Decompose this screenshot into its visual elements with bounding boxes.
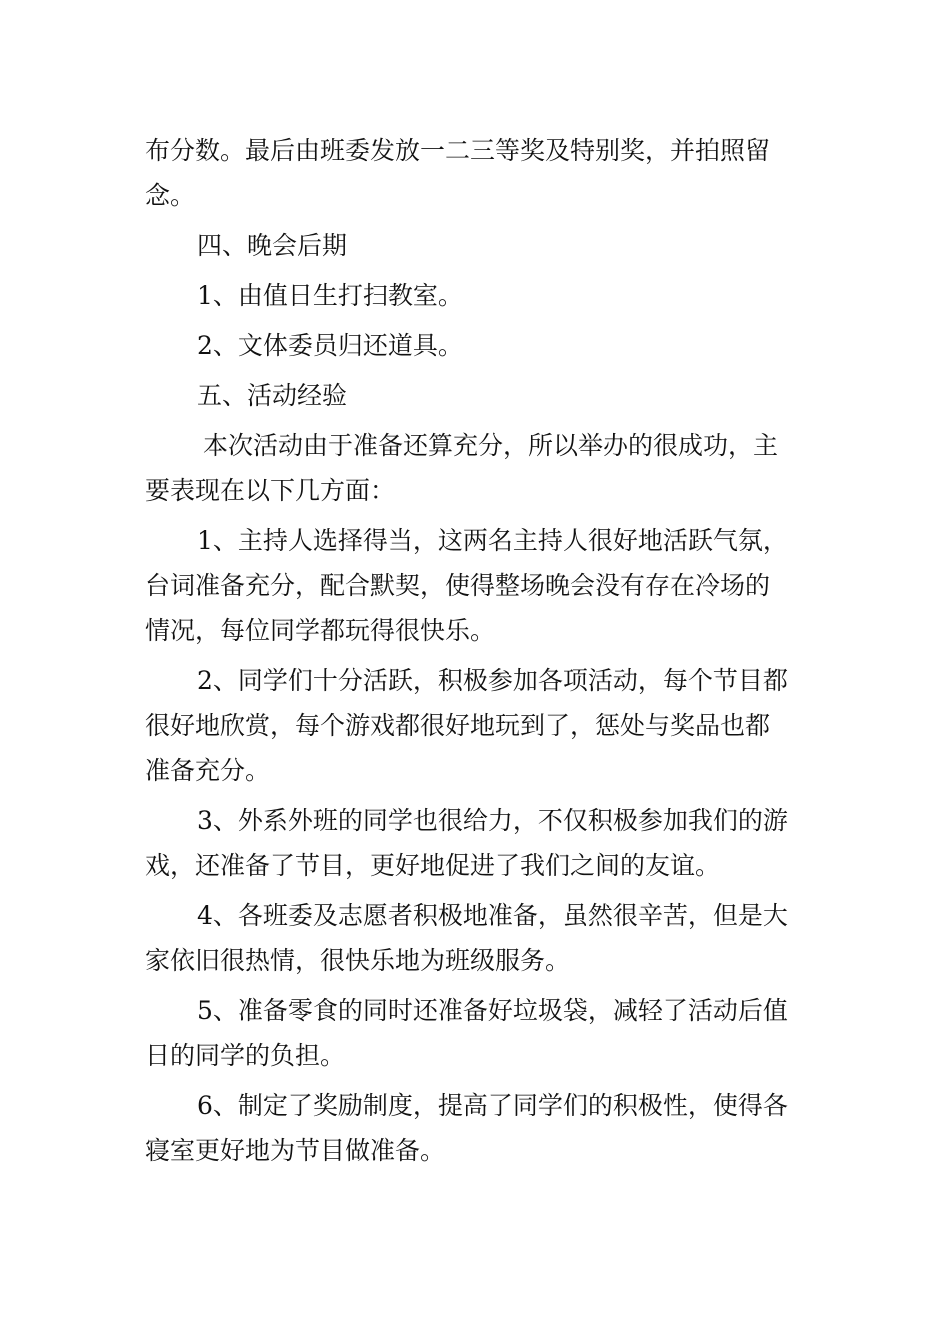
- paragraph-line: 日的同学的负担。: [145, 1041, 346, 1070]
- section-heading-4: 四、晚会后期: [197, 231, 348, 260]
- continuation-paragraph: [145, 128, 810, 218]
- paragraph-line: 要表现在以下几方面：: [145, 476, 396, 505]
- experience-point-3: [145, 798, 810, 888]
- paragraph-line: 念。: [145, 181, 196, 210]
- paragraph-line: 2、同学们十分活跃，积极参加各项活动，每个节目都: [197, 666, 788, 695]
- paragraph-line: 情况，每位同学都玩得很快乐。: [145, 616, 496, 645]
- paragraph-line: 1、主持人选择得当，这两名主持人很好地活跃气氛，: [197, 526, 788, 555]
- list-item: 1、由值日生打扫教室。: [197, 281, 463, 310]
- paragraph-line: 5、准备零食的同时还准备好垃圾袋，减轻了活动后值: [197, 996, 788, 1025]
- paragraph-line: 家依旧很热情，很快乐地为班级服务。: [145, 946, 571, 975]
- intro-paragraph: [145, 423, 810, 513]
- section-heading-5: 五、活动经验: [197, 381, 348, 410]
- list-item: 2、文体委员归还道具。: [197, 331, 463, 360]
- paragraph-line: 6、制定了奖励制度，提高了同学们的积极性，使得各: [197, 1091, 788, 1120]
- paragraph-line: 3、外系外班的同学也很给力，不仅积极参加我们的游: [197, 806, 788, 835]
- document-body: [145, 128, 810, 1173]
- paragraph-line: 戏，还准备了节目，更好地促进了我们之间的友谊。: [145, 851, 721, 880]
- experience-point-4: [145, 893, 810, 983]
- paragraph-line: 4、各班委及志愿者积极地准备，虽然很辛苦，但是大: [197, 901, 788, 930]
- paragraph-line: 准备充分。: [145, 756, 271, 785]
- experience-point-2: [145, 658, 810, 793]
- experience-point-5: [145, 988, 810, 1078]
- paragraph-line: 很好地欣赏，每个游戏都很好地玩到了，惩处与奖品也都: [145, 711, 771, 740]
- paragraph-line: 布分数。最后由班委发放一二三等奖及特别奖，并拍照留: [145, 136, 771, 165]
- paragraph-line: 台词准备充分，配合默契，使得整场晚会没有存在冷场的: [145, 571, 771, 600]
- paragraph-line: 本次活动由于准备还算充分，所以举办的很成功，主: [203, 431, 779, 460]
- experience-point-1: [145, 518, 810, 653]
- experience-point-6: [145, 1083, 810, 1173]
- paragraph-line: 寝室更好地为节目做准备。: [145, 1136, 446, 1165]
